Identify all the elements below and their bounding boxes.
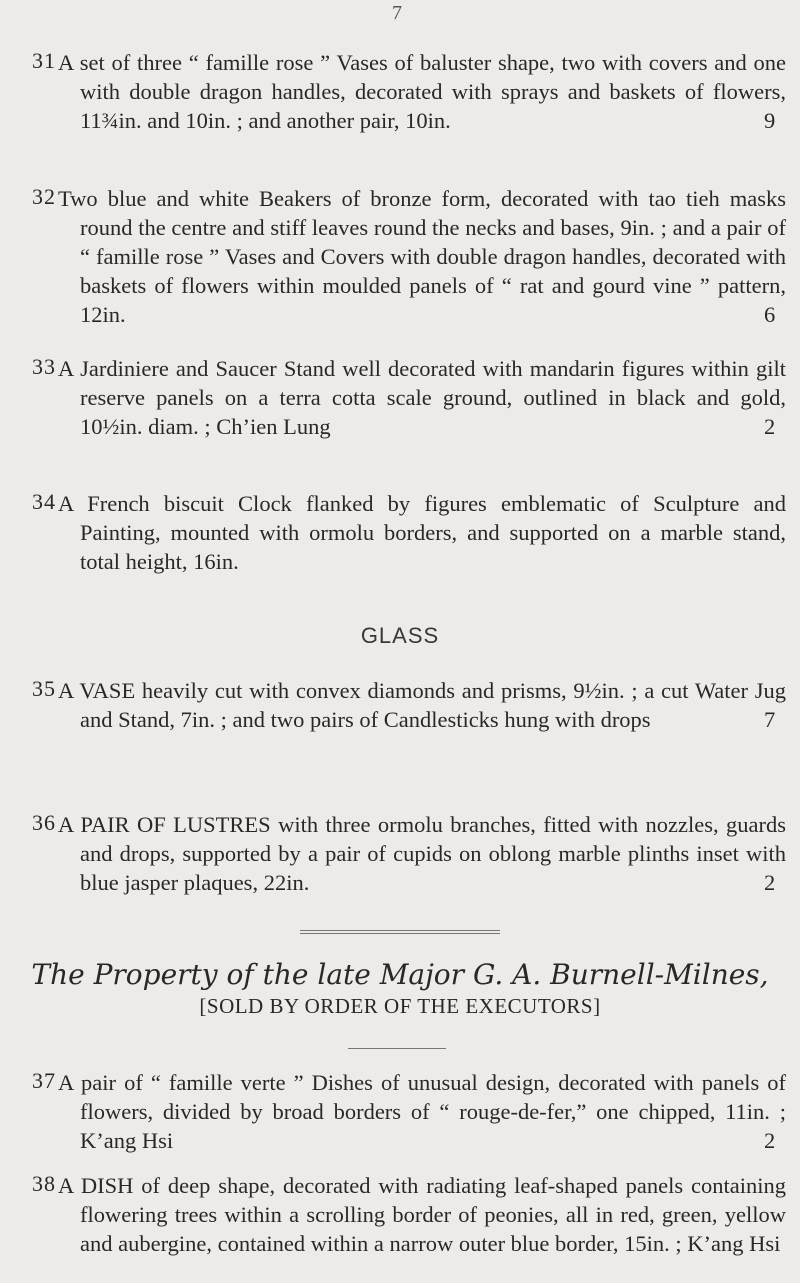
lot-text: A Jardiniere and Saucer Stand well decorated with mandarin figures within gilt reserve panels on a terra cotta scale ground, outlined in black and gold, 10½in. diam. ; Ch’ien Lung bbox=[58, 356, 786, 439]
lot-number: 38 bbox=[32, 1171, 56, 1196]
lot-text: A VASE heavily cut with convex diamonds and prisms, 9½in. ; a cut Water Jug and Stand, 7in. ; and two pairs of Candlesticks hung with drops bbox=[58, 678, 786, 732]
lot-description: A PAIR OF LUSTRES with three ormolu branches, fitted with nozzles, guards and drops, supported by a pair of cupids on oblong marble plinths inset with blue jasper plaques, 22in. 2 bbox=[58, 812, 786, 895]
lot-description: A pair of “ famille verte ” Dishes of unusual design, decorated with panels of flowers, divided by broad borders of “ rouge-de-fer,” one chipped, 11in. ; K’ang Hsi 2 bbox=[58, 1070, 786, 1153]
lot-text: A set of three “ famille rose ” Vases of baluster shape, two with covers and one with double dragon handles, decorated with sprays and baskets of flowers, 11¾in. and 10in. ; and another pair, 10in. bbox=[58, 50, 786, 133]
section-title-glass: GLASS bbox=[360, 623, 440, 648]
lot-description: A Jardiniere and Saucer Stand well decorated with mandarin figures within gilt reserve panels on a terra cotta scale ground, outlined in black and gold, 10½in. diam. ; Ch’ien Lung 2 bbox=[58, 356, 786, 439]
lot-number: 35 bbox=[32, 676, 56, 701]
lot-text: Two blue and white Beakers of bronze form, decorated with tao tieh masks round the centre and stiff leaves round the necks and bases, 9in. ; and a pair of “ famille rose ” Vases and Covers with double dragon handles, decorated with baskets of flowers within moulded panels of “ rat and gourd vine ” pattern, 12in. bbox=[58, 186, 786, 327]
lot-description: A VASE heavily cut with convex diamonds and prisms, 9½in. ; a cut Water Jug and Stand, 7in. ; and two pairs of Candlesticks hung with drops 7 bbox=[58, 678, 786, 732]
sold-by-order-note: [SOLD BY ORDER OF THE EXECUTORS] bbox=[199, 994, 601, 1018]
lot-description bbox=[58, 1171, 786, 1258]
lot-number: 32 bbox=[32, 184, 56, 209]
lot-text: A DISH of deep shape, decorated with radiating leaf-shaped panels containing flowering trees within a scrolling border of peonies, all in red, green, yellow and aubergine, contained within a narrow outer blue border, 15in. ; K’ang Hsi bbox=[58, 1173, 786, 1256]
lot-description bbox=[58, 489, 786, 576]
lot-description: A set of three “ famille rose ” Vases of baluster shape, two with covers and one with double dragon handles, decorated with sprays and baskets of flowers, 11¾in. and 10in. ; and another pair, 10in. 9 bbox=[58, 50, 786, 133]
short-divider-rule bbox=[348, 1048, 446, 1049]
lot-number: 34 bbox=[32, 489, 56, 514]
lot-number: 36 bbox=[32, 810, 56, 835]
lot-description: Two blue and white Beakers of bronze form, decorated with tao tieh masks round the centre and stiff leaves round the necks and bases, 9in. ; and a pair of “ famille rose ” Vases and Covers with double dragon handles, decorated with baskets of flowers within moulded panels of “ rat and gourd vine ” pattern, 12in. 6 bbox=[58, 186, 786, 327]
lot-number: 37 bbox=[32, 1068, 56, 1093]
page-number: 7 bbox=[392, 2, 402, 24]
lot-text: A French biscuit Clock flanked by figures emblematic of Sculpture and Painting, mounted with ormolu borders, and supported on a marble stand, total height, 16in. bbox=[58, 491, 786, 574]
divider-rule bbox=[300, 930, 500, 934]
lot-text: A pair of “ famille verte ” Dishes of unusual design, decorated with panels of flowers, divided by broad borders of “ rouge-de-fer,” one chipped, 11in. ; K’ang Hsi bbox=[58, 1070, 786, 1153]
lot-number: 33 bbox=[32, 354, 56, 379]
lot-text: A PAIR OF LUSTRES with three ormolu branches, fitted with nozzles, guards and drops, supported by a pair of cupids on oblong marble plinths inset with blue jasper plaques, 22in. bbox=[58, 812, 786, 895]
property-heading: The Property of the late Major G. A. Burnell-Milnes, bbox=[31, 958, 769, 991]
lot-number: 31 bbox=[32, 48, 56, 73]
